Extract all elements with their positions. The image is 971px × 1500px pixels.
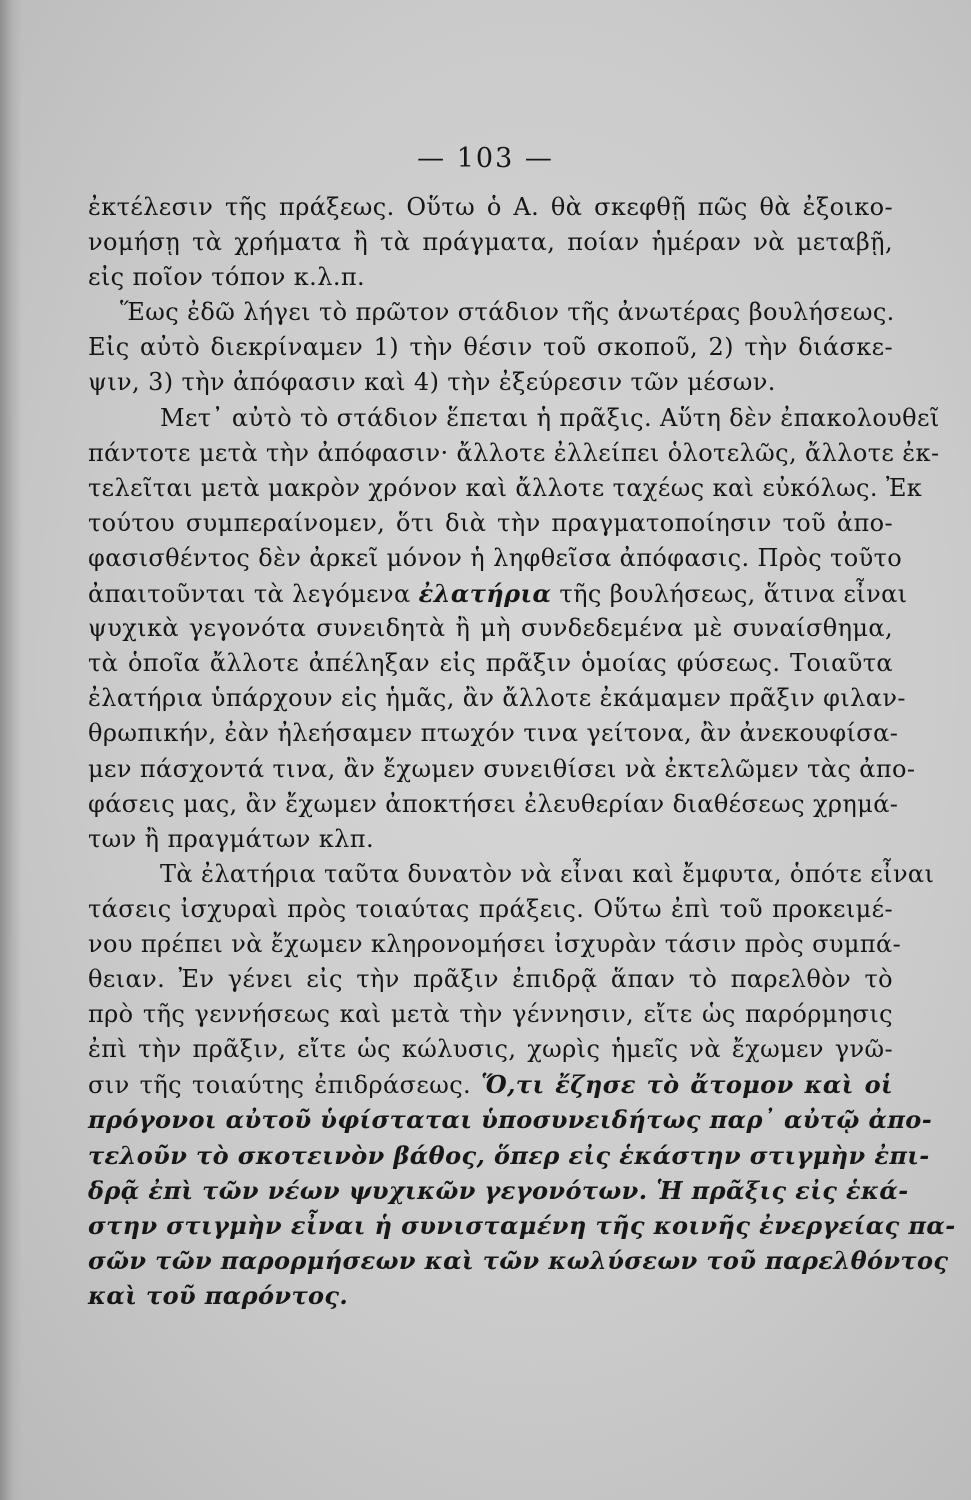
- page-number: — 103 —: [417, 143, 554, 174]
- text-line: φάσεις μας, ἂν ἔχωμεν ἀποκτήσει ἐλευθερίαν διαθέσεως χρημά-: [88, 789, 899, 818]
- text-line: [88, 1067, 893, 1102]
- text-line: φασισθέντος δὲν ἀρκεῖ μόνον ἡ ληφθεῖσα ἀπόφασις. Πρὸς τοῦτο: [88, 543, 903, 572]
- text-line: νου πρέπει νὰ ἔχωμεν κληρονομήσει ἰσχυρὰν τάσιν πρὸς συμπά-: [88, 929, 902, 958]
- text-line: [88, 576, 908, 611]
- emphasis-run: Ὅ,τι ἔζησε τὸ ἄτομον καὶ οἱ: [481, 1070, 893, 1100]
- text-line: ψιν, 3) τὴν ἀπόφασιν καὶ 4) τὴν ἐξεύρεσιν τῶν μέσων.: [88, 368, 776, 397]
- text-line: πρὸ τῆς γεννήσεως καὶ μετὰ τὴν γέννησιν, εἴτε ὡς παρόρμησις: [88, 1000, 893, 1029]
- text-line: Εἰς αὐτὸ διεκρίναμεν 1) τὴν θέσιν τοῦ σκοποῦ, 2) τὴν διάσκε-: [88, 333, 893, 362]
- text-line: τούτου συμπεραίνομεν, ὅτι διὰ τὴν πραγματοποίησιν τοῦ ἀπο-: [88, 508, 893, 537]
- text-line: ἐπὶ τὴν πρᾶξιν, εἴτε ὡς κώλυσις, χωρὶς ἡμεῖς νὰ ἔχωμεν γνῶ-: [88, 1035, 893, 1064]
- text-line: μεν πάσχοντά τινα, ἂν ἔχωμεν συνειθίσει νὰ ἐκτελῶμεν τὰς ἀπο-: [88, 754, 916, 783]
- text-line: ψυχικὰ γεγονότα συνειδητὰ ἢ μὴ συνδεδεμένα μὲ συναίσθημα,: [88, 614, 893, 643]
- text-line: θειαν. Ἐν γένει εἰς τὴν πρᾶξιν ἐπιδρᾷ ἅπαν τὸ παρελθὸν τὸ: [88, 965, 893, 994]
- text-line: τὰ ὁποῖα ἄλλοτε ἀπέληξαν εἰς πρᾶξιν ὁμοίας φύσεως. Τοιαῦτα: [88, 649, 893, 678]
- text-line: ἐκτέλεσιν τῆς πράξεως. Οὕτω ὁ Α. θὰ σκεφθῇ πῶς θὰ ἐξοικο-: [88, 193, 893, 221]
- text-line: Ἕως ἐδῶ λήγει τὸ πρῶτον στάδιον τῆς ἀνωτέρας βουλήσεως.: [120, 298, 895, 327]
- text-line: Μετ᾽ αὐτὸ τὸ στάδιον ἕπεται ἡ πρᾶξις. Αὕτη δὲν ἐπακολουθεῖ: [160, 403, 940, 432]
- text-line-emphasis: δρᾷ ἐπὶ τῶν νέων ψυχικῶν γεγονότων. Ἡ πρᾶξις εἰς ἑκά-: [88, 1175, 909, 1205]
- text-line-emphasis: πρόγονοι αὐτοῦ ὑφίσταται ὑποσυνειδήτως παρ᾽ αὐτῷ ἀπο-: [88, 1105, 933, 1135]
- text-line-emphasis: καὶ τοῦ παρόντος.: [88, 1280, 349, 1310]
- text-line: Τὰ ἐλατήρια ταῦτα δυνατὸν νὰ εἶναι καὶ ἔμφυτα, ὁπότε εἶναι: [160, 859, 935, 888]
- text-line: θρωπικήν, ἐὰν ἠλεήσαμεν πτωχόν τινα γείτονα, ἂν ἀνεκουφίσα-: [88, 719, 899, 748]
- text-line: νομήσῃ τὰ χρήματα ἢ τὰ πράγματα, ποίαν ἡμέραν νὰ μεταβῇ,: [88, 228, 893, 257]
- text-line: των ἢ πραγμάτων κλπ.: [88, 824, 374, 853]
- text-run: σιν τῆς τοιαύτης ἐπιδράσεως.: [88, 1071, 482, 1100]
- text-line: πάντοτε μετὰ τὴν ἀπόφασιν· ἄλλοτε ἐλλείπει ὁλοτελῶς, ἄλλοτε ἐκ-: [88, 438, 940, 467]
- text-run: τῆς βουλήσεως, ἅτινα εἶναι: [551, 580, 908, 609]
- text-line: εἰς ποῖον τόπον κ.λ.π.: [88, 263, 366, 292]
- text-line: τάσεις ἰσχυραὶ πρὸς τοιαύτας πράξεις. Οὕτω ἐπὶ τοῦ προκειμέ-: [88, 894, 893, 923]
- text-line: τελεῖται μετὰ μακρὸν χρόνον καὶ ἄλλοτε ταχέως καὶ εὐκόλως. Ἐκ: [88, 473, 923, 502]
- text-line-emphasis: στην στιγμὴν εἶναι ἡ συνισταμένη τῆς κοινῆς ἐνεργείας πα-: [88, 1210, 956, 1240]
- text-line-emphasis: σῶν τῶν παρορμήσεων καὶ τῶν κωλύσεων τοῦ παρελθόντος: [88, 1245, 949, 1275]
- body-text: [88, 190, 956, 1313]
- page-edge-shadow: [0, 0, 22, 1500]
- text-run: ἀπαιτοῦνται τὰ λεγόμενα: [88, 580, 419, 609]
- text-line: ἐλατήρια ὑπάρχουν εἰς ἡμᾶς, ἂν ἄλλοτε ἐκάμαμεν πρᾶξιν φιλαν-: [88, 684, 906, 713]
- text-line-emphasis: τελοῦν τὸ σκοτεινὸν βάθος, ὅπερ εἰς ἑκάστην στιγμὴν ἐπι-: [88, 1140, 930, 1170]
- emphasis-term: ἐλατήρια: [418, 579, 552, 609]
